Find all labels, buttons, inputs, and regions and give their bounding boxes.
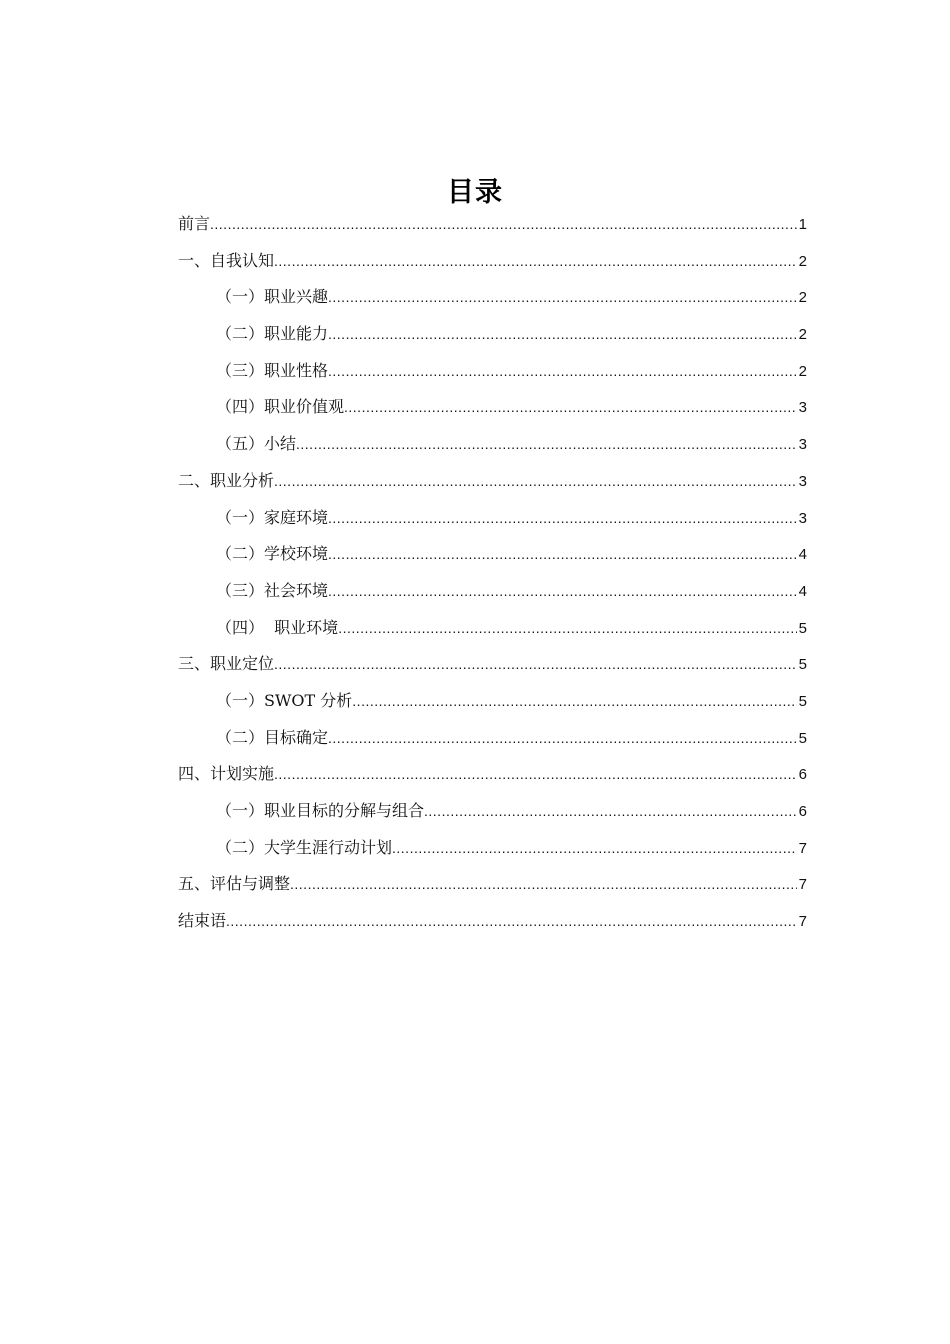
toc-entry-swot-analysis[interactable] [178, 685, 807, 722]
toc-entry-career-interest[interactable] [178, 281, 807, 318]
toc-dot-leader [328, 722, 797, 754]
toc-page-number: 6 [798, 766, 807, 784]
toc-entry-label: 四、计划实施 [178, 764, 275, 784]
toc-entry-social-environment[interactable] [178, 575, 807, 612]
toc-list [178, 208, 807, 942]
toc-page-number: 4 [798, 546, 807, 564]
toc-entry-label: 一、自我认知 [178, 250, 275, 270]
toc-entry-label: （三）社会环境 [216, 580, 329, 600]
toc-page-number: 3 [798, 436, 807, 454]
toc-page-number: 3 [798, 472, 807, 490]
toc-entry-goal-decomposition[interactable] [178, 795, 807, 832]
toc-dot-leader [352, 685, 796, 717]
toc-dot-leader [274, 648, 797, 680]
toc-entry-self-awareness[interactable] [178, 245, 807, 282]
toc-page-number: 3 [798, 509, 807, 527]
toc-entry-label: （一）SWOT 分析 [216, 690, 353, 710]
toc-entry-label: 结束语 [178, 911, 227, 931]
toc-page-number: 4 [798, 582, 807, 600]
toc-entry-college-action-plan[interactable] [178, 832, 807, 869]
toc-dot-leader [424, 795, 797, 827]
toc-page-number: 7 [798, 876, 807, 894]
toc-entry-school-environment[interactable] [178, 538, 807, 575]
toc-entry-label: 五、评估与调整 [178, 874, 291, 894]
toc-page-number: 2 [798, 289, 807, 307]
toc-entry-label: 三、职业定位 [178, 654, 275, 674]
toc-page-number: 3 [798, 399, 807, 417]
toc-dot-leader [392, 832, 797, 864]
toc-entry-label: （四） 职业环境 [216, 617, 339, 637]
toc-entry-preface[interactable] [178, 208, 807, 245]
toc-dot-leader [328, 575, 797, 607]
toc-entry-career-positioning[interactable] [178, 648, 807, 685]
toc-entry-label: （二）学校环境 [216, 544, 329, 564]
toc-entry-career-values[interactable] [178, 391, 807, 428]
toc-page-number: 7 [798, 839, 807, 857]
toc-entry-plan-implementation[interactable] [178, 758, 807, 795]
toc-page-number: 7 [798, 913, 807, 931]
toc-entry-summary[interactable] [178, 428, 807, 465]
toc-entry-career-personality[interactable] [178, 355, 807, 392]
toc-page-number: 5 [798, 692, 807, 710]
toc-entry-label: （二）大学生涯行动计划 [216, 837, 393, 857]
toc-dot-leader [274, 465, 797, 497]
toc-entry-evaluation-adjustment[interactable] [178, 868, 807, 905]
toc-entry-label: （二）职业能力 [216, 324, 329, 344]
toc-dot-leader [344, 391, 797, 423]
toc-page-number: 2 [798, 362, 807, 380]
toc-page-number: 6 [798, 803, 807, 820]
toc-entry-label: （一）家庭环境 [216, 507, 329, 527]
toc-page-number: 5 [798, 729, 807, 747]
toc-page-number: 2 [798, 252, 807, 270]
toc-page-number: 1 [798, 216, 807, 233]
toc-entry-label: （四）职业价值观 [216, 397, 345, 417]
toc-page-number: 5 [798, 656, 807, 674]
toc-entry-label: （五）小结 [216, 434, 297, 454]
toc-entry-family-environment[interactable] [178, 502, 807, 539]
toc-dot-leader [338, 612, 796, 644]
toc-entry-label: （三）职业性格 [216, 360, 329, 380]
toc-entry-conclusion[interactable] [178, 905, 807, 942]
toc-dot-leader [328, 318, 797, 350]
toc-page-number: 2 [798, 326, 807, 344]
toc-dot-leader [328, 281, 797, 313]
toc-dot-leader [274, 245, 797, 277]
toc-dot-leader [328, 502, 797, 534]
toc-entry-label: 前言 [178, 214, 211, 233]
toc-entry-label: （一）职业目标的分解与组合 [216, 801, 425, 820]
toc-entry-goal-setting[interactable] [178, 722, 807, 759]
toc-dot-leader [296, 428, 797, 460]
toc-page-number: 5 [798, 619, 807, 637]
toc-entry-label: （二）目标确定 [216, 727, 329, 747]
toc-dot-leader [328, 355, 797, 387]
toc-dot-leader [274, 758, 797, 790]
toc-dot-leader [328, 538, 797, 570]
toc-entry-career-ability[interactable] [178, 318, 807, 355]
toc-entry-label: （一）职业兴趣 [216, 287, 329, 307]
toc-entry-career-environment[interactable] [178, 612, 807, 649]
toc-entry-career-analysis[interactable] [178, 465, 807, 502]
toc-entry-label: 二、职业分析 [178, 470, 275, 490]
toc-dot-leader [290, 868, 797, 900]
toc-dot-leader [226, 905, 797, 937]
toc-title: 目录 [447, 177, 503, 208]
toc-dot-leader [210, 208, 797, 240]
